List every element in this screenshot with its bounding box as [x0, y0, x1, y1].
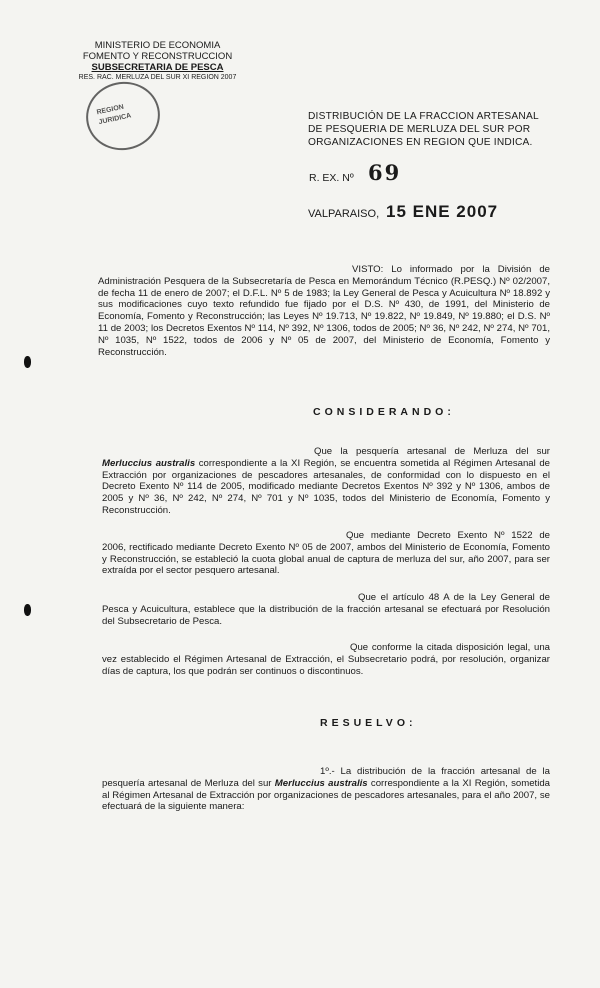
- considerando-p1-text-cont: correspondiente a la XI Región, se encuentra sometida al Régimen Artesanal de Extracción por organizaciones de pescadores artesanales, de conformidad con lo dispuesto en el Decreto Exento Nº 114 de 2005, modificado mediante Decretos Exentos Nº 392 y Nº 1306, ambos de 2005 y Nº 36, Nº 242, Nº 274, Nº 701 y Nº 1035, todos del Ministerio de Economía, Fomento y Reconstrucción.: [102, 457, 551, 516]
- resuelvo-p1-text-cont: correspondiente a la XI Región, sometida al Régimen Artesanal de Extracción por organizaciones de pescadores artesanales, para el año 2007, se efectuará de la siguiente manera:: [102, 777, 551, 813]
- considerando-paragraph-1: [102, 446, 550, 517]
- subsecretaria-name: SUBSECRETARIA DE PESCA: [91, 62, 224, 73]
- ministry-name: MINISTERIO DE ECONOMIA: [94, 40, 221, 51]
- stamp-text-2: JURIDICA: [98, 112, 132, 127]
- considerando-paragraph-4: Que conforme la citada disposición legal, una vez establecido el Régimen Artesanal de Extracción, el Subsecretario podrá, por resolución, organizar días de captura, los que podrán ser continuos o discontinuos.: [102, 642, 550, 677]
- punch-hole-mark: [24, 356, 31, 368]
- official-seal-stamp: [80, 75, 167, 157]
- resuelvo-p1-text: 1º.- La distribución de la fracción artesanal de la pesquería artesanal de Merluza del sur: [102, 766, 550, 789]
- stamp-text-1: REGION: [96, 103, 125, 117]
- visto-paragraph: [98, 264, 550, 358]
- considerando-p1-text: Que la pesquería artesanal de Merluza del sur: [314, 446, 550, 457]
- visto-lead: VISTO:: [352, 264, 384, 275]
- resuelvo-heading: RESUELVO:: [320, 717, 417, 729]
- considerando-paragraph-2: Que mediante Decreto Exento Nº 1522 de 2006, rectificado mediante Decreto Exento Nº 05 de 2007, ambos del Ministerio de Economía, Fomento y Reconstrucción, se estableció la cuota global anual de captura de merluza del sur, año 2007, para ser extraída por el sector pesquero artesanal.: [102, 530, 550, 577]
- ministry-subtitle: FOMENTO Y RECONSTRUCCION: [82, 51, 233, 62]
- file-reference: RES. RAC. MERLUZA DEL SUR XI REGION 2007: [78, 74, 237, 81]
- resuelvo-paragraph-1: [102, 766, 550, 813]
- document-date: 15 ENE 2007: [386, 202, 499, 221]
- considerando-heading: CONSIDERANDO:: [313, 406, 455, 418]
- resolution-number: 69: [368, 160, 402, 185]
- resolution-label: R. EX. Nº: [309, 172, 354, 184]
- species-name: Merluccius australis: [274, 777, 368, 789]
- letterhead: [70, 40, 245, 82]
- punch-hole-mark: [24, 604, 31, 616]
- document-title: DISTRIBUCIÓN DE LA FRACCION ARTESANAL DE PESQUERIA DE MERLUZA DEL SUR POR ORGANIZACIONES EN REGION QUE INDICA.: [308, 111, 539, 148]
- species-name: Merluccius australis: [102, 457, 196, 469]
- considerando-paragraph-3: Que el artículo 48 A de la Ley General de Pesca y Acuicultura, establece que la distribución de la fracción artesanal se efectuará por Resolución del Subsecretario de Pesca.: [102, 592, 550, 627]
- visto-text: Lo informado por la División de Administración Pesquera de la Subsecretaría de Pesca en Memorándum Técnico (R.PESQ.) Nº 02/2007, de fecha 11 de enero de 2007; el D.F.L. Nº 5 de 1983; la Ley General de Pesca y Acuicultura Nº 18.892 y sus modificaciones cuyo texto refundido fue fijado por el D.S. Nº 430, de 1991, del Ministerio de Economía, Fomento y Reconstrucción; las Leyes Nº 19.713, Nº 19.822, Nº 19.849, Nº 19.880; el D.S. Nº 11 de 2003; los Decretos Exentos Nº 114, Nº 392, Nº 1306, todos de 2005; Nº 36, Nº 242, Nº 274, Nº 701, Nº 1035, Nº 1522, todos de 2006 y Nº 05 de 2007, del Ministerio de Economía, Fomento y Reconstrucción.: [98, 264, 550, 358]
- place-city: VALPARAISO,: [308, 208, 380, 220]
